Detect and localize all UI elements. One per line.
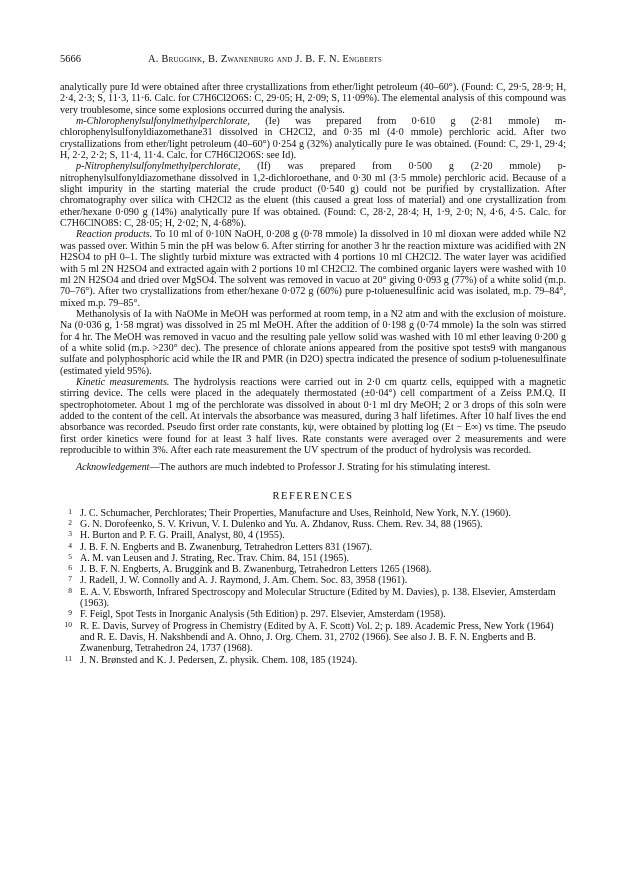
compound-name-if: p-Nitrophenylsulfonylmethylperchlorate, <box>76 161 241 173</box>
reference-number: 10 <box>64 619 72 629</box>
reference-item <box>60 530 566 541</box>
paragraph-ie-preparation <box>60 116 566 161</box>
reference-number: 2 <box>68 517 72 527</box>
paragraph-text: To 10 ml of 0·10N NaOH, 0·208 g (0·78 mmole) Ia dissolved in 10 ml dioxan were added while N2 was passed over. Within 5 min the pH was below 6. After stirring for another 3 hr the reaction mixture was acidified with 2N H2SO4 to pH 0–1. The slightly turbid mixture was extracted with 4 portions 10 ml CH2Cl2. The water layer was acidified with 5 ml 2N H2SO4 and extracted again with 2 portions 10 ml CH2Cl2. The combined organic layers were washed with 10 ml 2N H2SO4 and dried over MgSO4. The solvent was removed in vacuo at 20° giving 0·093 g (77%) of a white solid (m.p. 70–76°). After two crystallizations from ether/hexane 0·072 g (60%) pure p-toluenesulfinic acid was isolated, m.p. 79–84°, mixed m.p. 79–85°. <box>60 229 566 309</box>
reference-item <box>60 655 566 666</box>
paragraph-text: The hydrolysis reactions were carried out in 2·0 cm quartz cells, equipped with a magnetic stirring device. The cells were placed in the adequately thermostated (±0·04°) cell compartment of a Zeiss P.M.Q. II spectrophotometer. About 1 mg of the perchlorate was dissolved in about 0·1 ml dry MeOH; 2 or 3 drops of this soln were added to the content of the cell. At intervals the absorbance was measured, during 3 half lifetimes. After 10 half lives the end absorbance was recorded. Pseudo first order rate constants, kψ, were obtained by plotting log (Et − E∞) vs time. The pseudo first order kinetics were found for at least 3 half lives. Rate constants were averaged over 2 measurements and were reproducible to within 3%. After each rate measurement the UV spectrum of the product of hydrolysis was recorded. <box>60 376 566 456</box>
reference-text: R. E. Davis, Survey of Progress in Chemistry (Edited by A. F. Scott) Vol. 2; p. 189. Academic Press, New York (1964) and R. E. Davis, H. Nakshbendi and A. Ohno, J. Org. Chem. 31, 2702 (1966). See also J. B. F. N. Engberts and B. Zwanenburg, Tetrahedron 24, 1737 (1968). <box>80 620 554 655</box>
acknowledgement-heading: Acknowledgement <box>76 462 150 474</box>
reference-number: 3 <box>68 529 72 539</box>
running-header <box>60 54 566 65</box>
reference-text: J. B. F. N. Engberts and B. Zwanenburg, Tetrahedron Letters 831 (1967). <box>80 541 372 553</box>
reference-item <box>60 587 566 610</box>
reference-number: 1 <box>68 506 72 516</box>
reference-number: 5 <box>68 551 72 561</box>
reference-item <box>60 542 566 553</box>
reference-text: A. M. van Leusen and J. Strating, Rec. Trav. Chim. 84, 151 (1965). <box>80 552 350 564</box>
reference-item <box>60 575 566 586</box>
paragraph-kinetic-measurements <box>60 377 566 456</box>
reference-text: J. N. Brønsted and K. J. Pedersen, Z. physik. Chem. 108, 185 (1924). <box>80 654 358 666</box>
reference-text: J. Radell, J. W. Connolly and A. J. Raymond, J. Am. Chem. Soc. 83, 3958 (1961). <box>80 575 408 587</box>
references-list <box>60 508 566 666</box>
paragraph-reaction-products <box>60 229 566 308</box>
compound-name-ie: m-Chlorophenylsulfonylmethylperchlorate, <box>76 116 250 128</box>
paragraph-methanolysis: Methanolysis of Ia with NaOMe in MeOH was performed at room temp, in a N2 atm and with the exclusion of moisture. Na (0·036 g, 1·58 mgrat) was dissolved in 25 ml MeOH. After the addition of 0·198 g (0·74 mmole) Ia the soln was stirred for 4 hr. The MeOH was removed in vacuo and the resulting pale yellow solid was washed with 10 ml ether leaving 0·200 g of a white solid (m.p. >230° dec). The presence of chlorate anions appeared from the positive spot tests9 with manganous sulfate and polyphosphoric acid while the IR and PMR (in D2O) spectra indicated the presence of sodium p-toluenesulfinate (estimated yield 95%). <box>60 308 566 377</box>
reference-text: J. B. F. N. Engberts, A. Bruggink and B. Zwanenburg, Tetrahedron Letters 1265 (1968). <box>80 564 432 576</box>
reference-number: 7 <box>68 574 72 584</box>
reference-item <box>60 621 566 655</box>
section-heading-kinetic-measurements: Kinetic measurements. <box>76 376 170 388</box>
reference-item <box>60 519 566 530</box>
running-head-authors: A. Bruggink, B. Zwanenburg and J. B. F. N. Engberts <box>148 54 382 65</box>
reference-number: 9 <box>68 608 72 618</box>
paragraph-id-analysis: analytically pure Id were obtained after three crystallizations from ether/light petroleum (40–60°). (Found: C, 29·5, 28·9; H, 2·4, 2·3; S, 11·3, 11·6. Calc. for C7H6Cl2O6S: C, 29·05; H, 2·09; S, 11·09%). The elemental analysis of this compound was very troublesome, since some explosions occurred during the analysis. <box>60 82 566 116</box>
reference-item <box>60 553 566 564</box>
paragraph-text: (If) was prepared from 0·500 g (2·20 mmole) p-nitrophenylsulfonyldiazomethane dissolved in 1,2-dichloroethane, and 0·30 ml (3·5 mmole) perchloric acid. Because of a slight impurity in the starting material the crude product (0·540 g) could not be purified by crystallization. After chromatography over silica with CH2Cl2 as the eluent (this caused a great loss of material) and one crystallization from ether/hexane 0·090 g (14%) analytically pure If was obtained. (Found: C, 28·2, 28·4; H, 1·9, 2·0; N, 4·6, 4·5. Calc. for C7H6ClNO8S: C, 28·05; H, 2·02; N, 4·68%). <box>60 161 566 230</box>
reference-text: H. Burton and P. F. G. Praill, Analyst, 80, 4 (1955). <box>80 530 285 542</box>
reference-number: 11 <box>64 653 72 663</box>
reference-text: E. A. V. Ebsworth, Infrared Spectroscopy and Molecular Structure (Edited by M. Davies), p. 138. Elsevier, Amsterdam (1963). <box>80 586 556 610</box>
paragraph-if-preparation <box>60 161 566 229</box>
reference-number: 4 <box>68 540 72 550</box>
acknowledgement <box>60 462 566 473</box>
references-heading: REFERENCES <box>272 490 354 502</box>
section-heading-reaction-products: Reaction products. <box>76 229 153 241</box>
reference-text: G. N. Dorofeenko, S. V. Krivun, V. I. Dulenko and Yu. A. Zhdanov, Russ. Chem. Rev. 34, 88 (1965). <box>80 518 483 530</box>
reference-item <box>60 508 566 519</box>
reference-text: F. Feigl, Spot Tests in Inorganic Analysis (5th Edition) p. 297. Elsevier, Amsterdam (1958). <box>80 609 446 621</box>
reference-item <box>60 609 566 620</box>
reference-number: 8 <box>68 585 72 595</box>
reference-item <box>60 564 566 575</box>
reference-text: J. C. Schumacher, Perchlorates; Their Properties, Manufacture and Uses, Reinhold, New York, N.Y. (1960). <box>80 507 511 519</box>
paragraph-text: (Ie) was prepared from 0·610 g (2·81 mmole) m-chlorophenylsulfonyldiazomethane31 dissolved in CH2Cl2, and 0·35 ml (4·0 mmole) perchloric acid. After two crystallizations from ether/light petroleum (40–60°) 0·254 g (32%) analytically pure Ie was obtained. (Found: C, 29·1, 29·4; H, 2·2, 2·2; S, 11·4, 11·4. Calc. for C7H6Cl2O6S: see Id). <box>60 116 566 162</box>
acknowledgement-text: —The authors are much indebted to Professor J. Strating for his stimulating interest. <box>149 462 491 474</box>
page-number: 5666 <box>60 54 81 65</box>
reference-number: 6 <box>68 563 72 573</box>
